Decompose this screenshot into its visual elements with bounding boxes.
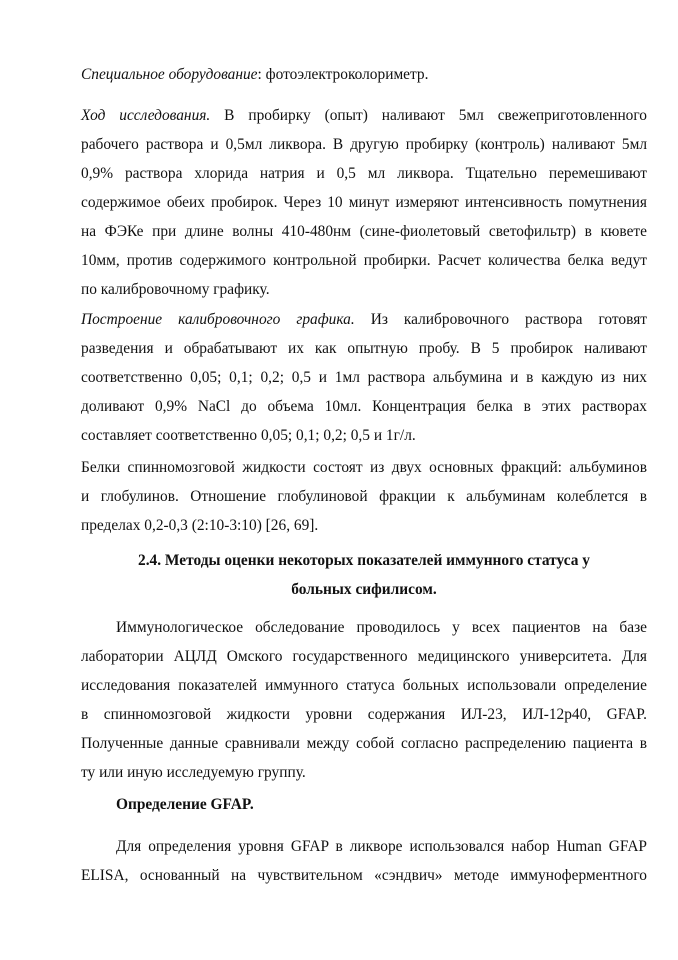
procedure-line: содержимое обеих пробирок. Через 10 минут измеряют интенсивность помутнения (81, 194, 647, 211)
section-heading-line: больных сифилисом. (291, 581, 437, 598)
procedure-paragraph (81, 101, 647, 304)
gfap-line: Для определения уровня GFAP в ликворе использовался набор Human GFAP (116, 838, 647, 855)
equipment-label: Специальное оборудование (81, 66, 258, 83)
calibration-label: Построение калибровочного графика. (81, 311, 355, 328)
gfap-paragraph (81, 832, 647, 890)
procedure-line: Ход исследования. В пробирку (опыт) наливают 5мл свежеприготовленного (81, 107, 647, 124)
section-heading-line: 2.4. Методы оценки некоторых показателей иммунного статуса у (138, 552, 590, 569)
immunology-line: Полученные данные сравнивали между собой согласно распределению пациента в (81, 735, 647, 752)
procedure-line: на ФЭКе при длине волны 410-480нм (сине-фиолетовый светофильтр) в кювете (81, 223, 647, 240)
immunology-line: исследования показателей иммунного статуса больных использовали определение (81, 677, 647, 694)
procedure-line: по калибровочному графику. (81, 281, 270, 298)
equipment-text: : фотоэлектроколориметр. (257, 66, 429, 83)
procedure-line: 0,9% раствора хлорида натрия и 0,5 мл ликвора. Тщательно перемешивают (81, 165, 647, 182)
calibration-line: разведения и обрабатывают их как опытную пробу. В 5 пробирок наливают (81, 340, 647, 357)
equipment-paragraph (81, 60, 647, 89)
gfap-line: ELISA, основанный на чувствительном «сэндвич» методе иммуноферментного (81, 867, 647, 884)
proteins-line: пределах 0,2-0,3 (2:10-3:10) [26, 69]. (81, 517, 319, 534)
section-heading (81, 546, 647, 604)
immunology-line: Иммунологическое обследование проводилось у всех пациентов на базе (116, 619, 647, 636)
procedure-label: Ход исследования. (81, 107, 211, 124)
calibration-line: составляет соответственно 0,05; 0,1; 0,2; 0,5 и 1г/л. (81, 427, 416, 444)
gfap-subheading: Определение GFAP. (116, 796, 254, 813)
calibration-line: соответственно 0,05; 0,1; 0,2; 0,5 и 1мл раствора альбумина и в каждую из них (81, 369, 647, 386)
calibration-paragraph (81, 305, 647, 450)
procedure-line: рабочего раствора и 0,5мл ликвора. В другую пробирку (контроль) наливают 5мл (81, 136, 647, 153)
immunology-line: ту или иную исследуемую группу. (81, 764, 306, 781)
immunology-line: лаборатории АЦЛД Омского государственного медицинского университета. Для (81, 648, 647, 665)
immunology-line: в спинномозговой жидкости уровни содержания ИЛ-23, ИЛ-12p40, GFAP. (81, 706, 647, 723)
procedure-line: 10мм, против содержимого контрольной пробирки. Расчет количества белка ведут (81, 252, 647, 269)
immunology-paragraph (81, 613, 647, 787)
calibration-line: Построение калибровочного графика. Из калибровочного раствора готовят (81, 311, 647, 328)
proteins-line: и глобулинов. Отношение глобулиновой фракции к альбуминам колеблется в (81, 488, 647, 505)
calibration-line: доливают 0,9% NaCl до объема 10мл. Концентрация белка в этих растворах (81, 398, 647, 415)
proteins-line: Белки спинномозговой жидкости состоят из двух основных фракций: альбуминов (81, 459, 647, 476)
proteins-paragraph (81, 453, 647, 540)
